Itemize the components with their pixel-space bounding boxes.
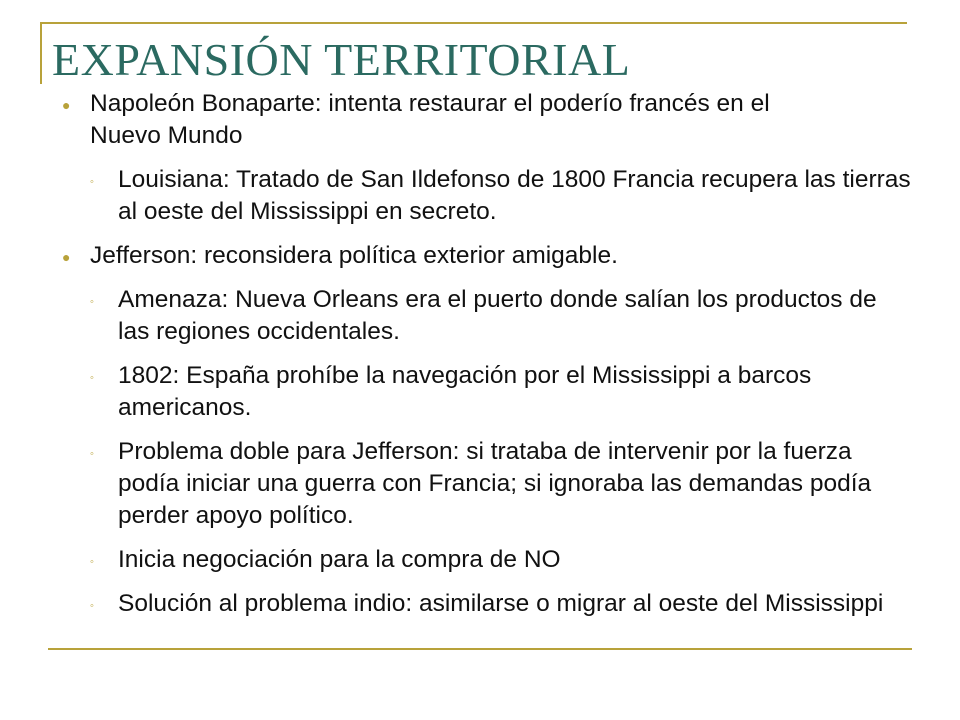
sub-bullet-text: Inicia negociación para la compra de NO xyxy=(118,546,561,573)
sub-bullet-text: 1802: España prohíbe la navegación por el Mississippi a barcos americanos. xyxy=(118,362,812,421)
sub-bullet-text: Amenaza: Nueva Orleans era el puerto donde salían los productos de las regiones occidentales. xyxy=(118,286,877,345)
bullet-item-napoleon xyxy=(62,88,922,152)
sub-bullet-item-negociacion xyxy=(62,544,912,576)
hollow-ring-bullet-icon: ◦ xyxy=(90,556,94,568)
sub-bullet-item-problema xyxy=(62,436,912,532)
bullet-list xyxy=(62,88,922,632)
left-rule-line xyxy=(40,22,42,84)
sub-bullet-item-1802 xyxy=(62,360,912,424)
bullet-text: Jefferson: reconsidera política exterior amigable. xyxy=(90,242,618,269)
hollow-ring-bullet-icon: ◦ xyxy=(90,372,94,384)
filled-dot-bullet-icon: ● xyxy=(62,249,71,265)
sub-bullet-item-solucion xyxy=(62,588,912,620)
bottom-rule-line xyxy=(48,648,912,650)
sub-bullet-text: Solución al problema indio: asimilarse o migrar al oeste del Mississippi xyxy=(118,590,884,617)
hollow-ring-bullet-icon: ◦ xyxy=(90,448,94,460)
sub-bullet-item-louisiana xyxy=(62,164,912,228)
top-rule-line xyxy=(40,22,907,24)
sub-bullet-item-amenaza xyxy=(62,284,912,348)
sub-bullet-text: Louisiana: Tratado de San Ildefonso de 1800 Francia recupera las tierras al oeste del Mississippi en secreto. xyxy=(118,166,911,225)
slide-title: EXPANSIÓN TERRITORIAL xyxy=(52,34,631,85)
hollow-ring-bullet-icon: ◦ xyxy=(90,296,94,308)
sub-bullet-text: Problema doble para Jefferson: si trataba de intervenir por la fuerza podía iniciar una guerra con Francia; si ignoraba las demandas podía perder apoyo político. xyxy=(118,438,872,529)
hollow-ring-bullet-icon: ◦ xyxy=(90,176,94,188)
bullet-item-jefferson xyxy=(62,240,922,272)
hollow-ring-bullet-icon: ◦ xyxy=(90,600,94,612)
bullet-text: Napoleón Bonaparte: intenta restaurar el poderío francés en el Nuevo Mundo xyxy=(90,90,770,149)
filled-dot-bullet-icon: ● xyxy=(62,97,71,113)
